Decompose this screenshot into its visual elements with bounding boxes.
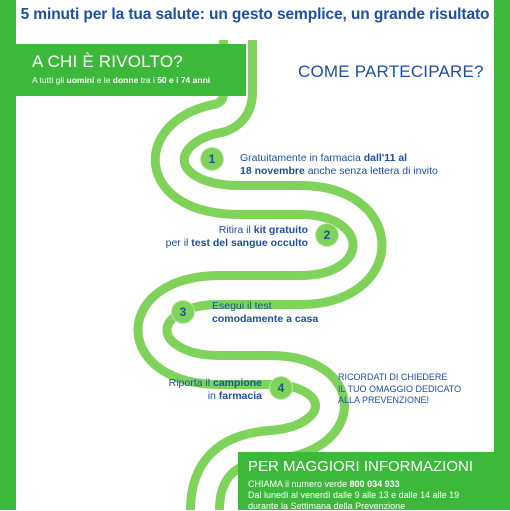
toll-free-number: 800 034 933: [349, 479, 400, 489]
how-title: COME PARTECIPARE?: [298, 62, 484, 81]
info-phone-line: CHIAMA il numero verde 800 034 933: [248, 479, 400, 489]
info-period-line: durante la Settimana della Prevenzione: [248, 501, 406, 511]
who-description: A tutti gli uomini e le donne tra i 50 e i 74 anni: [32, 75, 211, 85]
step-2-text: Ritira il kit gratuito per il test del sangue occulto: [165, 224, 308, 249]
step-1-number-badge: 1: [201, 148, 223, 170]
step-1-text: Gratuitamente in farmacia dall'11 al 18 novembre anche senza lettera di invito: [240, 152, 438, 177]
step-3-text: Esegui il test comodamente a casa: [212, 300, 319, 325]
step-4-number-badge: 4: [270, 377, 292, 399]
info-box: [238, 452, 510, 510]
step-4-text: Riporta il campione in farmacia: [168, 377, 262, 402]
step-2-number-badge: 2: [316, 224, 338, 246]
info-title: PER MAGGIORI INFORMAZIONI: [248, 458, 474, 475]
reminder-text: RICORDATI DI CHIEDERE IL TUO OMAGGIO DEDICATO ALLA PREVENZIONE!: [338, 372, 462, 405]
headline: 5 minuti per la tua salute: un gesto semplice, un grande risultato: [20, 6, 490, 23]
step-3-number-badge: 3: [172, 301, 194, 323]
who-title: A CHI È RIVOLTO?: [32, 52, 183, 71]
info-hours-line: Dal lunedì al venerdì dalle 9 alle 13 e dalle 14 alle 19: [248, 490, 460, 500]
who-box: [16, 44, 246, 96]
